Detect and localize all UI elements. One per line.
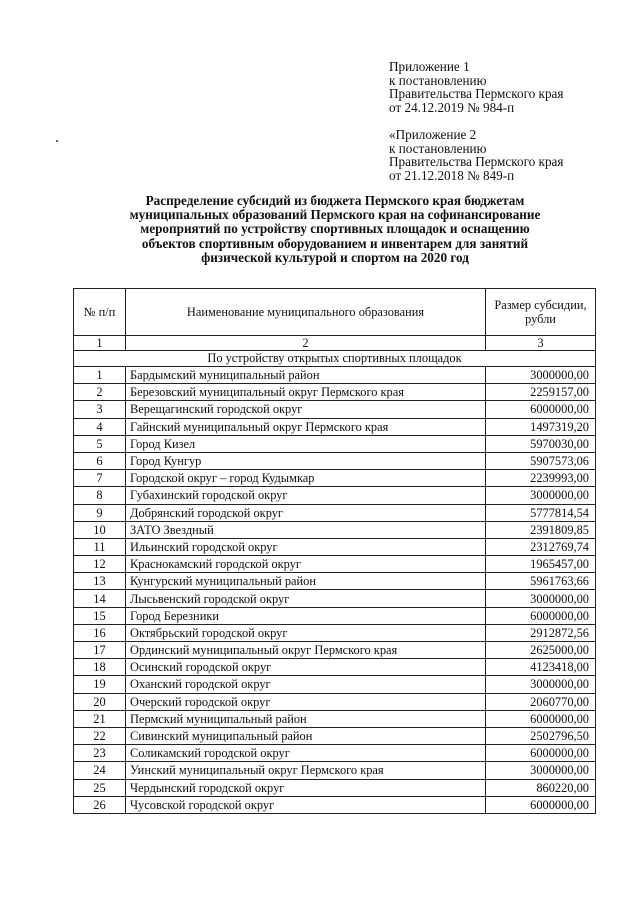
- municipality-name: Добрянский городской округ: [126, 504, 486, 521]
- municipality-name: Губахинский городской округ: [126, 487, 486, 504]
- subsidy-amount: 860220,00: [486, 779, 596, 796]
- table-row: [74, 676, 596, 693]
- appendix-2-line: к постановлению: [389, 140, 487, 156]
- row-number: 21: [74, 710, 126, 727]
- row-number: 14: [74, 590, 126, 607]
- table-row: [74, 693, 596, 710]
- row-number: 6: [74, 452, 126, 469]
- table-row: [74, 710, 596, 727]
- row-number: 15: [74, 607, 126, 624]
- appendix-1-line: Приложение 1: [389, 59, 470, 74]
- row-number: 20: [74, 693, 126, 710]
- row-number: 26: [74, 796, 126, 813]
- appendix-1-block: [389, 60, 563, 114]
- municipality-name: Город Кунгур: [126, 452, 486, 469]
- row-number: 23: [74, 745, 126, 762]
- table-row: [74, 796, 596, 813]
- subsidy-amount: 5970030,00: [486, 435, 596, 452]
- subsidy-amount: 2502796,50: [486, 727, 596, 744]
- subsidy-amount: 1965457,00: [486, 556, 596, 573]
- subsidy-amount: 2391809,85: [486, 521, 596, 538]
- header-amount: Размер субсидии, рубли: [486, 289, 596, 336]
- header-name: Наименование муниципального образования: [126, 289, 486, 336]
- municipality-name: Березовский муниципальный округ Пермского края: [126, 384, 486, 401]
- municipality-name: Ординский муниципальный округ Пермского края: [126, 642, 486, 659]
- subsidy-amount: 2625000,00: [486, 642, 596, 659]
- appendix-2-line: от 21.12.2018 № 849-п: [389, 167, 515, 183]
- table-row: [74, 727, 596, 744]
- appendix-2-block: [389, 128, 563, 182]
- municipality-name: Соликамский городской округ: [126, 745, 486, 762]
- row-number: 8: [74, 487, 126, 504]
- subsidy-amount: 2239993,00: [486, 470, 596, 487]
- subsidy-amount: 2312769,74: [486, 538, 596, 555]
- municipality-name: Чердынский городской округ: [126, 779, 486, 796]
- row-number: 16: [74, 624, 126, 641]
- subsidy-amount: 1497319,20: [486, 418, 596, 435]
- appendix-1-line: от 24.12.2019 № 984-п: [389, 99, 515, 115]
- row-number: 4: [74, 418, 126, 435]
- municipality-name: Октябрьский городской округ: [126, 624, 486, 641]
- column-index: 2: [126, 336, 486, 351]
- subsidy-amount: 6000000,00: [486, 745, 596, 762]
- municipality-name: Пермский муниципальный район: [126, 710, 486, 727]
- title-line: Распределение субсидий из бюджета Пермского края бюджетам: [145, 193, 525, 208]
- appendix-1-line: Правительства Пермского края: [389, 86, 564, 101]
- column-index: 1: [74, 336, 126, 351]
- municipality-name: Осинский городской округ: [126, 659, 486, 676]
- row-number: 17: [74, 642, 126, 659]
- table-row: [74, 624, 596, 641]
- subsidy-amount: 6000000,00: [486, 401, 596, 418]
- subsidy-amount: 6000000,00: [486, 710, 596, 727]
- table-row: [74, 384, 596, 401]
- municipality-name: ЗАТО Звездный: [126, 521, 486, 538]
- title-line: объектов спортивным оборудованием и инвентарем для занятий: [141, 235, 529, 251]
- header-num: № п/п: [74, 289, 126, 336]
- appendix-1-line: к постановлению: [389, 72, 487, 88]
- subsidy-amount: 3000000,00: [486, 676, 596, 693]
- table-row: [74, 521, 596, 538]
- row-number: 24: [74, 762, 126, 779]
- row-number: 13: [74, 573, 126, 590]
- row-number: 7: [74, 470, 126, 487]
- table-row: [74, 504, 596, 521]
- subsidy-amount: 2259157,00: [486, 384, 596, 401]
- municipality-name: Гайнский муниципальный округ Пермского края: [126, 418, 486, 435]
- subsidy-amount: 5907573,06: [486, 452, 596, 469]
- municipality-name: Городской округ – город Кудымкар: [126, 470, 486, 487]
- table-row: [74, 607, 596, 624]
- municipality-name: Очерский городской округ: [126, 693, 486, 710]
- municipality-name: Город Березники: [126, 607, 486, 624]
- municipality-name: Бардымский муниципальный район: [126, 367, 486, 384]
- row-number: 10: [74, 521, 126, 538]
- row-number: 3: [74, 401, 126, 418]
- table-header-row: [74, 289, 596, 336]
- municipality-name: Ильинский городской округ: [126, 538, 486, 555]
- row-number: 2: [74, 384, 126, 401]
- row-number: 18: [74, 659, 126, 676]
- municipality-name: Уинский муниципальный округ Пермского края: [126, 762, 486, 779]
- title-line: мероприятий по устройству спортивных площадок и оснащению: [140, 221, 530, 237]
- subsidy-amount: 6000000,00: [486, 607, 596, 624]
- table-row: [74, 659, 596, 676]
- municipality-name: Кунгурский муниципальный район: [126, 573, 486, 590]
- scan-speck: [56, 140, 58, 142]
- subsidy-amount: 4123418,00: [486, 659, 596, 676]
- subsidy-amount: 6000000,00: [486, 796, 596, 813]
- row-number: 25: [74, 779, 126, 796]
- municipality-name: Оханский городской округ: [126, 676, 486, 693]
- table-row: [74, 367, 596, 384]
- table-row: [74, 435, 596, 452]
- table-row: [74, 590, 596, 607]
- subsidy-amount: 3000000,00: [486, 487, 596, 504]
- table-row: [74, 642, 596, 659]
- subsidy-amount: 2060770,00: [486, 693, 596, 710]
- appendix-2-line: Правительства Пермского края: [389, 154, 564, 169]
- table-row: [74, 538, 596, 555]
- row-number: 1: [74, 367, 126, 384]
- municipality-name: Чусовской городской округ: [126, 796, 486, 813]
- subsidy-amount: 5961763,66: [486, 573, 596, 590]
- table-row: [74, 745, 596, 762]
- subsidy-table: [73, 288, 596, 814]
- subsidy-amount: 3000000,00: [486, 590, 596, 607]
- subsidy-amount: 3000000,00: [486, 762, 596, 779]
- municipality-name: Сивинский муниципальный район: [126, 727, 486, 744]
- column-index-row: [74, 336, 596, 351]
- row-number: 19: [74, 676, 126, 693]
- title-line: муниципальных образований Пермского края на софинансирование: [129, 207, 541, 223]
- table-row: [74, 556, 596, 573]
- row-number: 22: [74, 727, 126, 744]
- table-row: [74, 470, 596, 487]
- municipality-name: Город Кизел: [126, 435, 486, 452]
- table-row: [74, 487, 596, 504]
- row-number: 12: [74, 556, 126, 573]
- municipality-name: Краснокамский городской округ: [126, 556, 486, 573]
- section-row: [74, 351, 596, 367]
- column-index: 3: [486, 336, 596, 351]
- subsidy-amount: 2912872,56: [486, 624, 596, 641]
- municipality-name: Верещагинский городской округ: [126, 401, 486, 418]
- title-line: физической культурой и спортом на 2020 год: [201, 249, 469, 265]
- table-row: [74, 779, 596, 796]
- table-row: [74, 762, 596, 779]
- row-number: 5: [74, 435, 126, 452]
- row-number: 11: [74, 538, 126, 555]
- document-title: [75, 194, 595, 265]
- subsidy-amount: 5777814,54: [486, 504, 596, 521]
- row-number: 9: [74, 504, 126, 521]
- table-row: [74, 401, 596, 418]
- table-row: [74, 418, 596, 435]
- table-row: [74, 452, 596, 469]
- table-row: [74, 573, 596, 590]
- appendix-2-line: «Приложение 2: [389, 127, 477, 142]
- section-title: По устройству открытых спортивных площадок: [74, 351, 596, 367]
- subsidy-amount: 3000000,00: [486, 367, 596, 384]
- municipality-name: Лысьвенский городской округ: [126, 590, 486, 607]
